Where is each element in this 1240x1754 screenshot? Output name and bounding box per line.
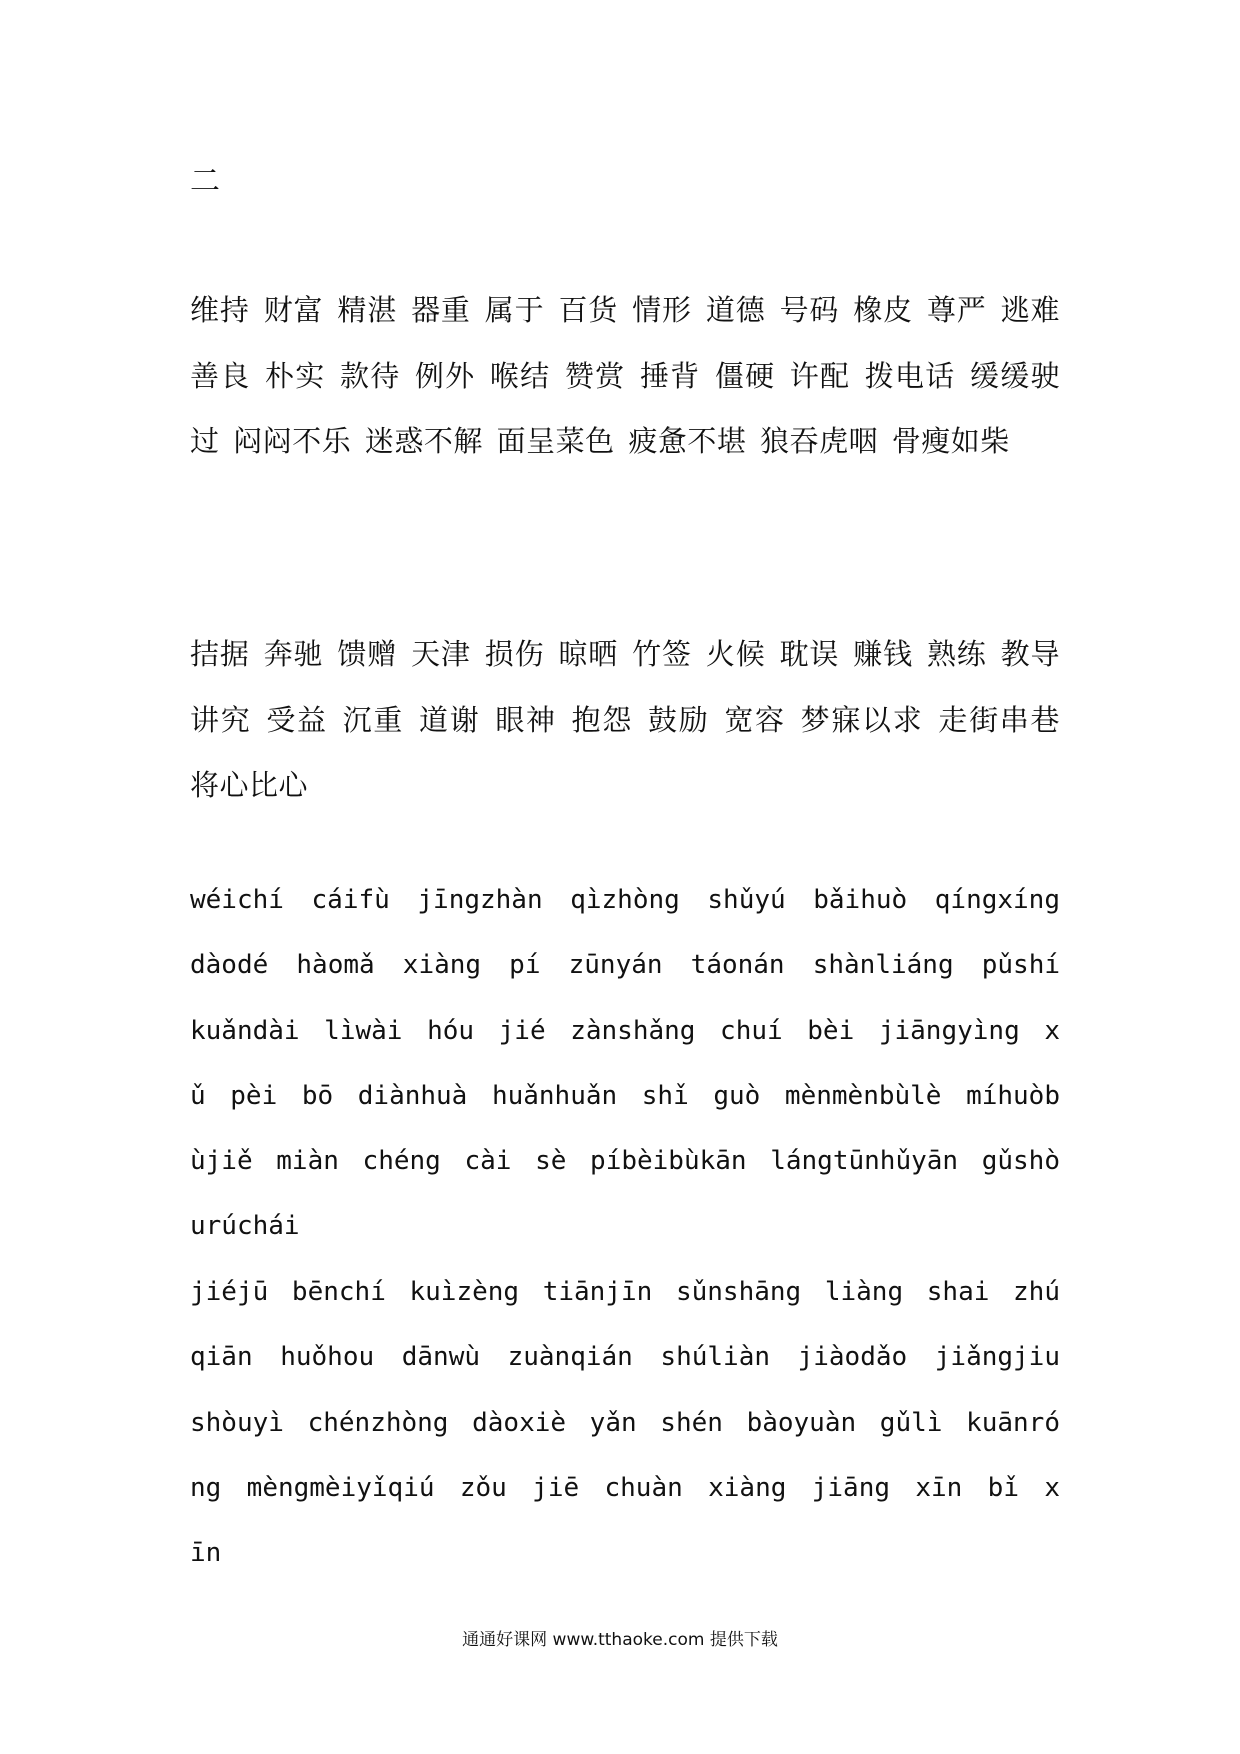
vocab-group-1: 维持 财富 精湛 器重 属于 百货 情形 道德 号码 橡皮 尊严 逃难 善良 朴实 款待 例外 喉结 赞赏 捶背 僵硬 许配 拨电话 缓缓驶过 闷闷不乐 迷惑不解 面呈菜色 疲惫不堪 狼吞虎咽 骨瘦如柴 (190, 293, 1060, 458)
footer-credit: 通通好课网 www.tthaoke.com 提供下载 (462, 1630, 778, 1650)
section-heading: 二 (190, 164, 220, 199)
pinyin-group-1: wéichí cáifù jīngzhàn qìzhòng shǔyú bǎihuò qíngxíng dàodé hàomǎ xiàng pí zūnyán táonán shànliáng pǔshí kuǎndài lìwài hóu jié zànshǎng chuí bèi jiāngyìng xǔ pèi bō diànhuà huǎnhuǎn shǐ guò mènmènbùlè míhuòbùjiě miàn chéng cài sè píbèibùkān lángtūnhǔyān gǔshòurúchái (190, 885, 1060, 1242)
vocab-group-2: 拮据 奔驰 馈赠 天津 损伤 晾晒 竹签 火候 耽误 赚钱 熟练 教导 讲究 受益 沉重 道谢 眼神 抱怨 鼓励 宽容 梦寐以求 走街串巷 将心比心 (190, 637, 1060, 802)
pinyin-group-2: jiéjū bēnchí kuìzèng tiānjīn sǔnshāng liàng shai zhú qiān huǒhou dānwù zuànqián shúliàn jiàodǎo jiǎngjiu shòuyì chénzhòng dàoxiè yǎn shén bàoyuàn gǔlì kuānróng mèngmèiyǐqiú zǒu jiē chuàn xiàng jiāng xīn bǐ xīn (190, 1277, 1060, 1569)
